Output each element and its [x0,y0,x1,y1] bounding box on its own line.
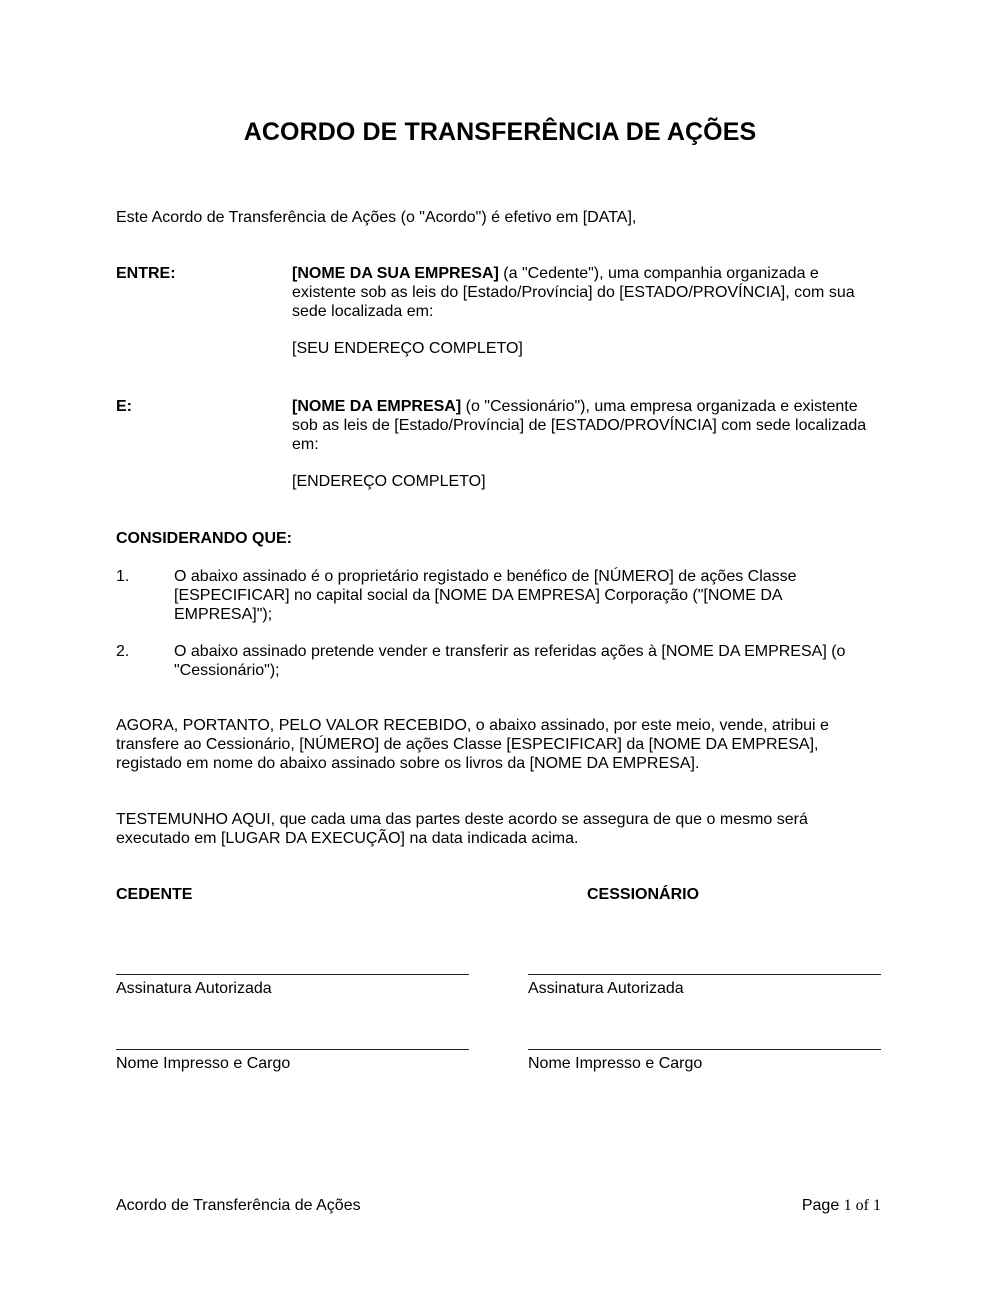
intro-paragraph: Este Acordo de Transferência de Ações (o "Acordo") é efetivo em [DATA], [116,209,637,226]
party-description-cessionario [292,397,892,454]
signature-heading-cedente: CEDENTE [116,886,193,903]
recital-line: O abaixo assinado pretende vender e transferir as referidas ações à [NOME DA EMPRESA] (o [174,643,846,660]
recital-item-2 [174,642,894,680]
party-label-entre: ENTRE: [116,265,176,282]
signature-heading-cessionario: CESSIONÁRIO [587,886,700,903]
party-text-line: sob as leis de [Estado/Província] de [ESTADO/PROVÍNCIA] com sede localizada [292,417,867,434]
party-text-line: (o "Cessionário"), uma empresa organizada e existente [461,398,858,415]
party-description-cedente [292,264,892,321]
clause-line: registado em nome do abaixo assinado sobre os livros da [NOME DA EMPRESA]. [116,755,700,772]
document-title: ACORDO DE TRANSFERÊNCIA DE AÇÕES [243,118,757,146]
footer-page-word: Page [801,1197,840,1214]
recital-number: 2. [116,643,130,660]
party-text-line: existente sob as leis do [Estado/Província] do [ESTADO/PROVÍNCIA], com sua [292,284,855,301]
party-text-line: (a "Cedente"), uma companhia organizada e [498,265,819,282]
party-text-line: sede localizada em: [292,303,434,320]
recital-number: 1. [116,568,130,585]
recital-line: EMPRESA]"); [174,606,273,623]
witness-clause [116,810,896,848]
footer-document-title: Acordo de Transferência de Ações [116,1197,361,1214]
footer-page-number [802,1196,881,1215]
recital-line: [ESPECIFICAR] no capital social da [NOME DA EMPRESA] Corporação ("[NOME DA [174,587,783,604]
party-name-cessionario: [NOME DA EMPRESA] [292,398,462,415]
clause-line: AGORA, PORTANTO, PELO VALOR RECEBIDO, o abaixo assinado, por este meio, vende, atribui e [116,717,829,734]
party-name-cedente: [NOME DA SUA EMPRESA] [292,265,499,282]
recital-item-1 [174,567,894,624]
recital-line: "Cessionário"); [174,662,280,679]
signature-label-cedente: Assinatura Autorizada [116,980,272,997]
party-text-line: em: [292,436,319,453]
footer-page-count: 1 of 1 [843,1197,881,1214]
signature-label-cessionario: Assinatura Autorizada [528,980,684,997]
party-label-e: E: [116,398,132,415]
transfer-clause [116,716,896,773]
name-title-label-cessionario: Nome Impresso e Cargo [528,1055,703,1072]
clause-line: transfere ao Cessionário, [NÚMERO] de ações Classe [ESPECIFICAR] da [NOME DA EMPRESA], [116,736,819,753]
party-address-cedente: [SEU ENDEREÇO COMPLETO] [292,340,523,357]
name-title-label-cedente: Nome Impresso e Cargo [116,1055,291,1072]
clause-line: executado em [LUGAR DA EXECUÇÃO] na data indicada acima. [116,830,579,847]
name-title-line-cessionario [528,1049,881,1050]
signature-line-cessionario [528,974,881,975]
name-title-line-cedente [116,1049,469,1050]
party-address-cessionario: [ENDEREÇO COMPLETO] [292,473,486,490]
signature-line-cedente [116,974,469,975]
clause-line: TESTEMUNHO AQUI, que cada uma das partes deste acordo se assegura de que o mesmo será [116,811,808,828]
recitals-heading: CONSIDERANDO QUE: [116,530,293,547]
recital-line: O abaixo assinado é o proprietário registado e benéfico de [NÚMERO] de ações Classe [174,568,797,585]
